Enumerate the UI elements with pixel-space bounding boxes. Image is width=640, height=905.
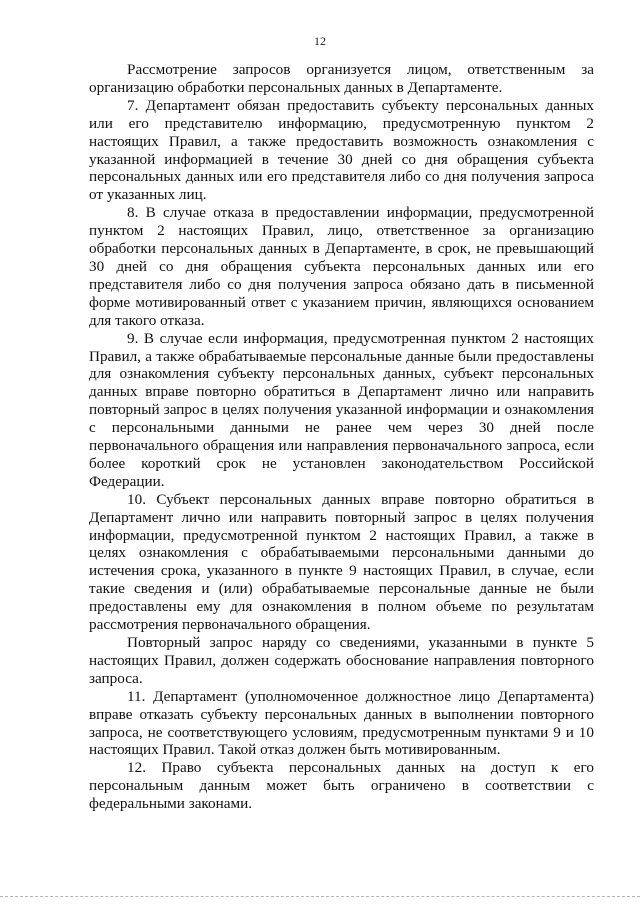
- paragraph-review-of-requests: Рассмотрение запросов организуется лицом, ответственным за организацию обработки персональных данных в Департаменте.: [89, 61, 594, 96]
- scan-edge-line: [0, 896, 640, 897]
- paragraph-item-11: 11. Департамент (уполномоченное должностное лицо Департамента) вправе отказать субъекту персональных данных в выполнении повторного запроса, не соответствующего условиям, предусмотренным пунктами 9 и 10 настоящих Правил. Такой отказ должен быть мотивированным.: [89, 687, 594, 759]
- paragraph-item-7: 7. Департамент обязан предоставить субъекту персональных данных или его представителю информацию, предусмотренную пунктом 2 настоящих Правил, а также предоставить возможность ознакомления с указанной информацией в течение 30 дней со дня обращения субъекта персональных данных или его представителя либо со дня получения запроса от указанных лиц.: [89, 96, 594, 204]
- page-number: 12: [314, 34, 326, 48]
- paragraph-item-10: 10. Субъект персональных данных вправе повторно обратиться в Департамент лично или направить повторный запрос в целях получения информации, предусмотренной пунктом 2 настоящих Правил, а также в целях ознакомления с обрабатываемыми персональными данными до истечения срока, указанного в пункте 9 настоящих Правил, в случае, если такие сведения и (или) обрабатываемые персональные данные не были предоставлены ему для ознакомления в полном объеме по результатам рассмотрения первоначального обращения.: [89, 490, 594, 634]
- paragraph-repeat-request: Повторный запрос наряду со сведениями, указанными в пункте 5 настоящих Правил, должен содержать обоснование направления повторного запроса.: [89, 634, 594, 687]
- paragraph-item-9: 9. В случае если информация, предусмотренная пунктом 2 настоящих Правил, а также обрабатываемые персональные данные были предоставлены для ознакомления субъекту персональных данных, субъект персональных данных вправе повторно обратиться в Департамент лично или направить повторный запрос в целях получения указанной информации и ознакомления с персональными данными не ранее чем через 30 дней после первоначального обращения или направления первоначального запроса, если более короткий срок не установлен законодательством Российской Федерации.: [89, 329, 594, 490]
- document-body: [89, 61, 594, 813]
- paragraph-item-8: 8. В случае отказа в предоставлении информации, предусмотренной пунктом 2 настоящих Правил, лицо, ответственное за организацию обработки персональных данных в Департаменте, в срок, не превышающий 30 дней со дня обращения субъекта персональных данных или его представителя либо со дня получения запроса обязано дать в письменной форме мотивированный ответ с указанием причин, являющихся основанием для такого отказа.: [89, 204, 594, 329]
- paragraph-item-12: 12. Право субъекта персональных данных на доступ к его персональным данным может быть ограничено в соответствии с федеральными законами.: [89, 759, 594, 813]
